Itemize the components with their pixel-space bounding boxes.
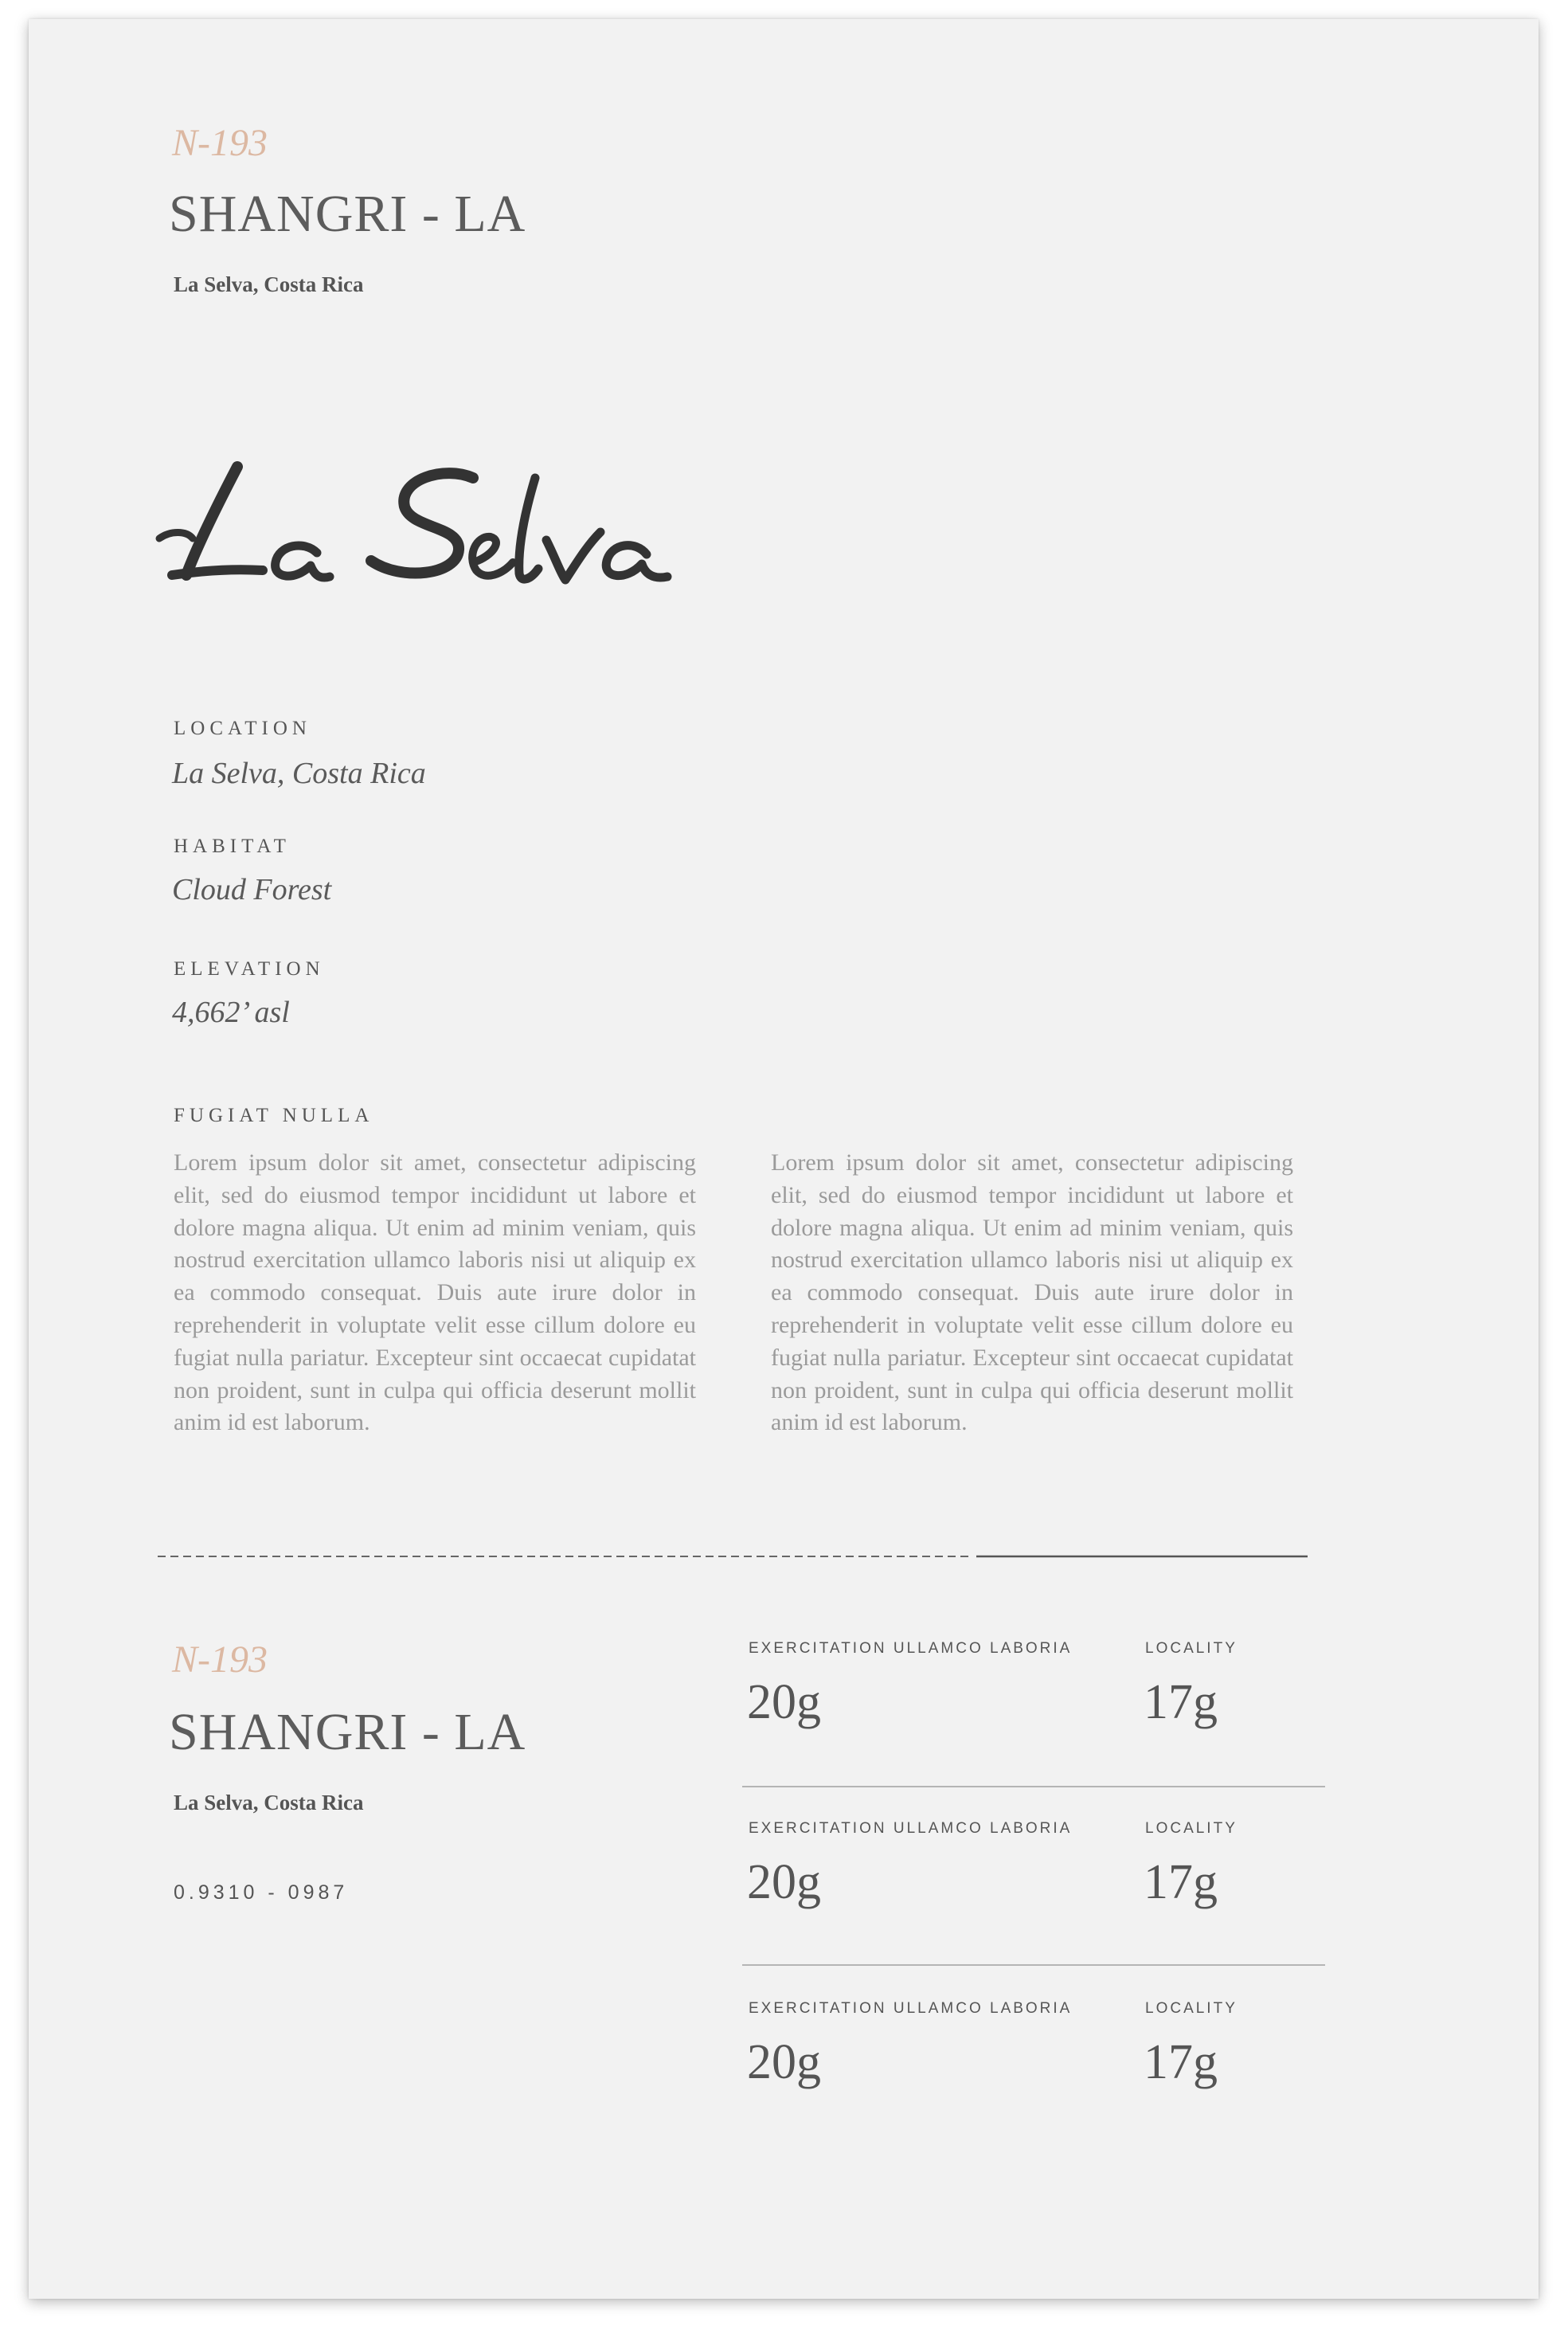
section-divider (156, 1553, 1335, 1560)
description-column-left: Lorem ipsum dolor sit amet, consectetur adipiscing elit, sed do eiusmod tempor incididunt ut labore et dolore magna aliqua. Ut enim ad minim veniam, quis nostrud exercitation ullamco laboris nisi ut aliquip ex ea commodo consequat. Duis aute irure dolor in reprehenderit in voluptate velit esse cillum dolore eu fugiat nulla pariatur. Excepteur sint occaecat cupidatat non proident, sunt in culpa qui officia deserunt mollit anim id est laborum. (174, 1149, 696, 1436)
product-code: N-193 (172, 122, 268, 164)
locality-value: 17g (1144, 2035, 1218, 2089)
description-column-right: Lorem ipsum dolor sit amet, consectetur adipiscing elit, sed do eiusmod tempor incididunt ut labore et dolore magna aliqua. Ut enim ad minim veniam, quis nostrud exercitation ullamco laboris nisi ut aliquip ex ea commodo consequat. Duis aute irure dolor in reprehenderit in voluptate velit esse cillum dolore eu fugiat nulla pariatur. Excepteur sint occaecat cupidatat non proident, sunt in culpa qui officia deserunt mollit anim id est laborum. (771, 1149, 1293, 1436)
stat-value: 20g (747, 2035, 821, 2089)
footer-product-code: N-193 (172, 1638, 268, 1681)
page-title: SHANGRI - LA (169, 185, 526, 243)
stat-divider (742, 1786, 1325, 1787)
locality-label: LOCALITY (1145, 2000, 1238, 2017)
locality-label: LOCALITY (1145, 1820, 1238, 1837)
locality-value: 17g (1144, 1675, 1218, 1729)
stat-value: 20g (747, 1855, 821, 1909)
elevation-label: ELEVATION (174, 958, 325, 980)
stat-label: EXERCITATION ULLAMCO LABORIA (749, 1640, 1073, 1657)
footer-subtitle: La Selva, Costa Rica (174, 1791, 364, 1814)
description-heading: FUGIAT NULLA (174, 1105, 374, 1126)
habitat-label: HABITAT (174, 836, 291, 857)
la-selva-signature (148, 433, 690, 609)
habitat-value: Cloud Forest (172, 873, 332, 906)
footer-title: SHANGRI - LA (169, 1703, 526, 1761)
document-page (29, 19, 1539, 2299)
locality-value: 17g (1144, 1855, 1218, 1909)
elevation-value: 4,662’ asl (172, 996, 290, 1029)
batch-number: 0.9310 - 0987 (174, 1881, 349, 1904)
location-value: La Selva, Costa Rica (172, 757, 426, 790)
stat-divider (742, 1964, 1325, 1966)
location-label: LOCATION (174, 718, 311, 739)
stat-label: EXERCITATION ULLAMCO LABORIA (749, 1820, 1073, 1837)
stat-label: EXERCITATION ULLAMCO LABORIA (749, 2000, 1073, 2017)
stat-value: 20g (747, 1675, 821, 1729)
locality-label: LOCALITY (1145, 1640, 1238, 1657)
page-subtitle: La Selva, Costa Rica (174, 272, 364, 296)
